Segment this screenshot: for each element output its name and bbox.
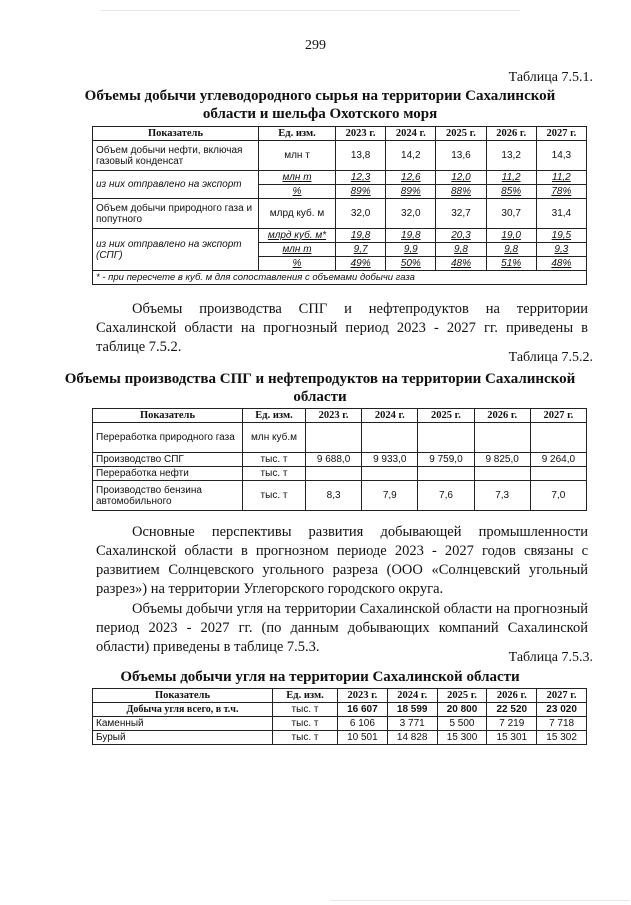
col-header: 2024 г. (362, 409, 418, 423)
table-caption-3: Таблица 7.5.3. (508, 650, 593, 665)
table-header-row (93, 689, 587, 703)
value-cell: 5 500 (437, 717, 487, 731)
col-header: Ед. изм. (243, 409, 306, 423)
unit-cell: тыс. т (273, 731, 338, 745)
value-cell: 85% (486, 185, 536, 199)
value-cell: 13,2 (486, 141, 536, 171)
paragraph-text: Объемы производства СПГ и нефтепродуктов на территории Сахалинской области на прогнозный период 2023 - 2027 гг. приведены в таблице 7.5.2. (96, 301, 588, 355)
unit-cell: тыс. т (243, 481, 306, 511)
value-cell: 50% (386, 257, 436, 271)
value-cell: 22 520 (487, 703, 537, 717)
row-label: Каменный (93, 717, 273, 731)
value-cell: 9 933,0 (362, 453, 418, 467)
col-header: 2025 г. (418, 409, 474, 423)
value-cell (474, 423, 530, 453)
value-cell: 89% (336, 185, 386, 199)
table-title-3: Объемы добычи угля на территории Сахалинской области (120, 669, 520, 685)
table-row (93, 467, 587, 481)
table-title-2: Объемы производства СПГ и нефтепродуктов на территории Сахалинской области (64, 371, 576, 405)
value-cell: 23 020 (537, 703, 587, 717)
value-cell (306, 467, 362, 481)
row-label: Производство СПГ (93, 453, 243, 467)
value-cell (418, 467, 474, 481)
value-cell: 9 759,0 (418, 453, 474, 467)
row-label: Объем добычи природного газа и попутного (93, 199, 259, 229)
paragraph-text: Основные перспективы развития добывающей промышленности Сахалинской области в прогнозном периоде 2023 - 2027 годов связаны с развитием Солнцевского угольного разреза (ООО «Солнцевский угольный разрез») на территории Углегорского городского округа. (96, 524, 588, 597)
value-cell (418, 423, 474, 453)
col-header: 2027 г. (537, 689, 587, 703)
value-cell: 7,9 (362, 481, 418, 511)
col-header: 2026 г. (474, 409, 530, 423)
value-cell: 15 301 (487, 731, 537, 745)
value-cell: 8,3 (306, 481, 362, 511)
value-cell: 9 264,0 (530, 453, 586, 467)
row-label: Добыча угля всего, в т.ч. (93, 703, 273, 717)
value-cell: 14 828 (387, 731, 437, 745)
col-header: 2023 г. (306, 409, 362, 423)
value-cell: 48% (436, 257, 486, 271)
value-cell: 16 607 (338, 703, 388, 717)
value-cell: 51% (486, 257, 536, 271)
value-cell: 9,7 (336, 243, 386, 257)
unit-cell: млн т (259, 141, 336, 171)
table-row (93, 141, 587, 171)
col-header: 2025 г. (437, 689, 487, 703)
value-cell: 13,6 (436, 141, 486, 171)
value-cell (530, 423, 586, 453)
row-label: Переработка природного газа (93, 423, 243, 453)
value-cell: 32,7 (436, 199, 486, 229)
table-title-1: Объемы добычи углеводородного сырья на территории Сахалинской области и шельфа Охотского моря (84, 88, 556, 122)
page-number: 299 (305, 38, 326, 53)
table-header-row (93, 127, 587, 141)
value-cell (306, 423, 362, 453)
value-cell: 7 718 (537, 717, 587, 731)
paragraph-1 (96, 300, 588, 357)
value-cell: 20,3 (436, 229, 486, 243)
value-cell: 89% (386, 185, 436, 199)
row-label: из них отправлено на экспорт (93, 171, 259, 199)
value-cell: 9,8 (486, 243, 536, 257)
col-header: Ед. изм. (259, 127, 336, 141)
col-header: 2023 г. (336, 127, 386, 141)
value-cell (530, 467, 586, 481)
value-cell: 13,8 (336, 141, 386, 171)
col-header: 2027 г. (530, 409, 586, 423)
value-cell: 9 825,0 (474, 453, 530, 467)
value-cell: 7,6 (418, 481, 474, 511)
value-cell: 32,0 (336, 199, 386, 229)
unit-cell: млрд куб. м* (259, 229, 336, 243)
table-caption-2: Таблица 7.5.2. (508, 350, 593, 365)
table-row (93, 199, 587, 229)
col-header: 2024 г. (387, 689, 437, 703)
table-lng-production (92, 408, 587, 511)
table-row (93, 171, 587, 185)
value-cell: 11,2 (486, 171, 536, 185)
value-cell: 30,7 (486, 199, 536, 229)
scan-edge-bottom (330, 900, 630, 901)
unit-cell: тыс. т (273, 703, 338, 717)
value-cell: 9,9 (386, 243, 436, 257)
table-hydrocarbons (92, 126, 587, 285)
row-label: Бурый (93, 731, 273, 745)
row-label: Переработка нефти (93, 467, 243, 481)
value-cell: 19,8 (336, 229, 386, 243)
value-cell: 49% (336, 257, 386, 271)
value-cell: 48% (536, 257, 586, 271)
value-cell: 9 688,0 (306, 453, 362, 467)
value-cell: 32,0 (386, 199, 436, 229)
table-row (93, 423, 587, 453)
col-header: 2026 г. (487, 689, 537, 703)
col-header: Показатель (93, 409, 243, 423)
value-cell: 12,3 (336, 171, 386, 185)
scan-edge-top (100, 10, 520, 11)
paragraph-3 (96, 600, 588, 657)
value-cell: 15 300 (437, 731, 487, 745)
table-footnote: * - при пересчете в куб. м для сопоставления с объемами добычи газа (93, 271, 587, 285)
unit-cell: тыс. т (243, 467, 306, 481)
value-cell: 7 219 (487, 717, 537, 731)
table-coal-output (92, 688, 587, 745)
table-row (93, 731, 587, 745)
value-cell (474, 467, 530, 481)
value-cell: 78% (536, 185, 586, 199)
value-cell: 7,3 (474, 481, 530, 511)
col-header: 2027 г. (536, 127, 586, 141)
value-cell: 7,0 (530, 481, 586, 511)
col-header: Показатель (93, 689, 273, 703)
unit-cell: млн куб.м (243, 423, 306, 453)
value-cell: 9,3 (536, 243, 586, 257)
table-note-row (93, 271, 587, 285)
value-cell: 88% (436, 185, 486, 199)
paragraph-2 (96, 523, 588, 599)
unit-cell: % (259, 257, 336, 271)
col-header: Показатель (93, 127, 259, 141)
table-caption-1: Таблица 7.5.1. (508, 70, 593, 85)
value-cell: 9,8 (436, 243, 486, 257)
table-row (93, 717, 587, 731)
unit-cell: тыс. т (273, 717, 338, 731)
row-label: Объем добычи нефти, включая газовый конденсат (93, 141, 259, 171)
value-cell: 19,8 (386, 229, 436, 243)
value-cell: 15 302 (537, 731, 587, 745)
value-cell (362, 423, 418, 453)
row-label: из них отправлено на экспорт (СПГ) (93, 229, 259, 271)
value-cell (362, 467, 418, 481)
unit-cell: тыс. т (243, 453, 306, 467)
value-cell: 20 800 (437, 703, 487, 717)
table-row (93, 229, 587, 243)
paragraph-text: Объемы добычи угля на территории Сахалинской области на прогнозный период 2023 - 2027 гг. (по данным добывающих компаний Сахалинской области) приведены в таблице 7.5.3. (96, 601, 588, 655)
value-cell: 14,3 (536, 141, 586, 171)
value-cell: 31,4 (536, 199, 586, 229)
table-row (93, 481, 587, 511)
value-cell: 6 106 (338, 717, 388, 731)
col-header: 2026 г. (486, 127, 536, 141)
value-cell: 3 771 (387, 717, 437, 731)
unit-cell: млн т (259, 243, 336, 257)
value-cell: 19,5 (536, 229, 586, 243)
table-row (93, 453, 587, 467)
value-cell: 10 501 (338, 731, 388, 745)
row-label: Производство бензина автомобильного (93, 481, 243, 511)
col-header: 2023 г. (338, 689, 388, 703)
col-header: 2024 г. (386, 127, 436, 141)
unit-cell: % (259, 185, 336, 199)
value-cell: 12,6 (386, 171, 436, 185)
value-cell: 19,0 (486, 229, 536, 243)
value-cell: 18 599 (387, 703, 437, 717)
value-cell: 14,2 (386, 141, 436, 171)
col-header: Ед. изм. (273, 689, 338, 703)
col-header: 2025 г. (436, 127, 486, 141)
table-header-row (93, 409, 587, 423)
value-cell: 12,0 (436, 171, 486, 185)
unit-cell: млрд куб. м (259, 199, 336, 229)
table-row (93, 703, 587, 717)
value-cell: 11,2 (536, 171, 586, 185)
unit-cell: млн т (259, 171, 336, 185)
